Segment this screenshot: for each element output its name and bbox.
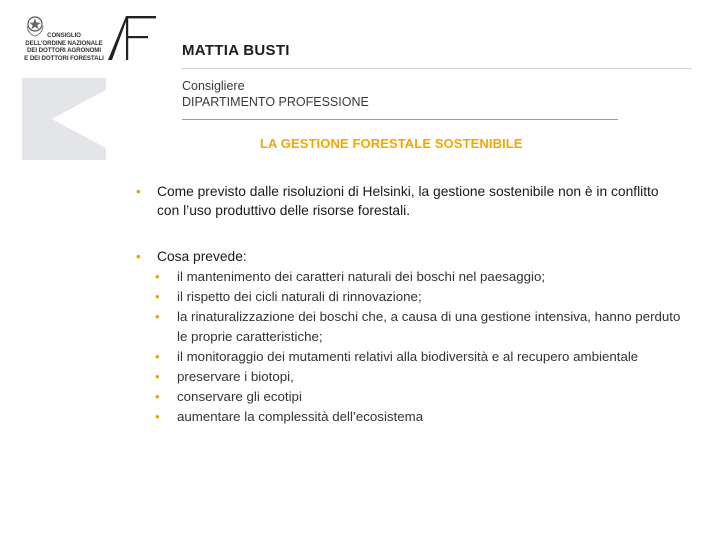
presenter-department: DIPARTIMENTO PROFESSIONE [182,95,369,109]
council-line: DELL'ORDINE NAZIONALE [25,39,103,47]
sub-bullet-item [157,347,682,367]
council-line: E DEI DOTTORI FORESTALI [24,54,104,62]
bullet-text: Cosa prevede: [157,249,247,264]
sub-bullet-text: la rinaturalizzazione dei boschi che, a causa di una gestione intensiva, hanno perduto le proprie caratteristiche; [177,309,681,344]
presenter-name: MATTIA BUSTI [182,42,290,59]
bullet-item [136,247,697,427]
sub-bullet-list [157,267,682,427]
bullet-icon: • [155,269,160,284]
bullet-icon: • [155,309,160,324]
sub-bullet-text: aumentare la complessità dell’ecosistema [177,409,424,424]
bullet-icon: • [136,249,141,264]
section-divider [182,119,618,120]
council-line: CONSIGLIO [47,32,81,39]
bullet-icon: • [155,289,160,304]
sub-bullet-text: conservare gli ecotipi [177,389,302,404]
bullet-icon: • [155,409,160,424]
council-line: DEI DOTTORI AGRONOMI [27,47,101,55]
header-divider [182,68,692,69]
sub-bullet-item [157,387,682,407]
council-name [22,32,106,62]
presenter-role: Consigliere [182,79,245,93]
sub-bullet-item [157,287,682,307]
sub-bullet-item [157,407,682,427]
sub-bullet-item [157,367,682,387]
bullet-icon: • [155,349,160,364]
sub-bullet-text: il rispetto dei cicli naturali di rinnovazione; [177,289,422,304]
sub-bullet-text: preservare i biotopi, [177,369,294,384]
bullet-icon: • [155,389,160,404]
sub-bullet-text: il monitoraggio dei mutamenti relativi alla biodiversità e al recupero ambientale [177,349,639,364]
bullet-text: Come previsto dalle risoluzioni di Helsinki, la gestione sostenibile non è in conflitto con l’uso produttivo delle risorse forestali. [157,184,659,218]
sub-bullet-item [157,267,682,287]
sub-bullet-text: il mantenimento dei caratteri naturali dei boschi nel paesaggio; [177,269,546,284]
bullet-icon: • [155,369,160,384]
slide-title: LA GESTIONE FORESTALE SOSTENIBILE [260,136,523,151]
bullet-icon: • [136,184,141,199]
sub-bullet-item [157,307,682,347]
af-logo [106,14,158,62]
decorative-chevron [22,78,106,160]
bullet-item [136,182,677,220]
